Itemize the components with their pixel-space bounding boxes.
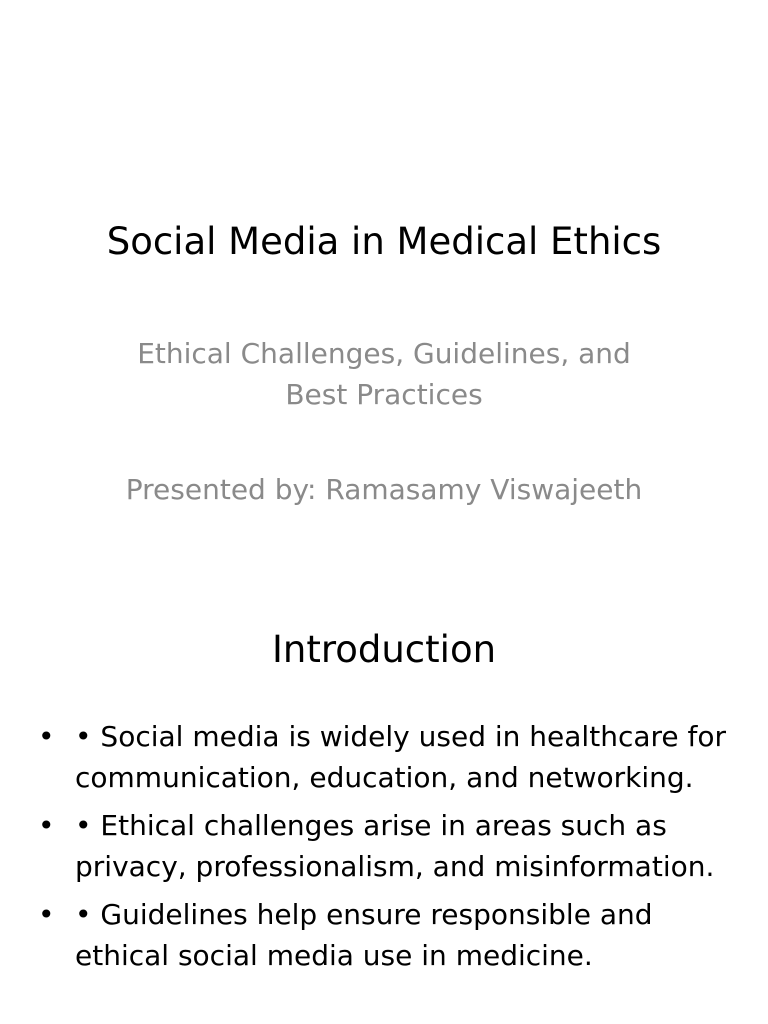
slide-heading: Introduction [271,628,497,671]
bullet-text [75,716,738,798]
bullet-list [38,716,738,983]
slide-introduction [0,512,768,1024]
bullet-line: • Ethical challenges arise in areas such as [75,809,667,842]
bullet-line: • Guidelines help ensure responsible and [75,898,653,931]
bullet-item [38,805,738,887]
bullet-line: ethical social media use in medicine. [75,939,593,972]
slide-subtitle [0,333,768,415]
bullet-marker: • [38,809,55,842]
bullet-text [75,894,738,976]
bullet-text [75,805,738,887]
bullet-marker: • [38,720,55,753]
bullet-marker: • [38,898,55,931]
subtitle-line: Ethical Challenges, Guidelines, and [137,337,631,370]
bullet-line: communication, education, and networking. [75,761,694,794]
slide-title-heading: Social Media in Medical Ethics [106,220,662,263]
bullet-line: privacy, professionalism, and misinformation. [75,850,715,883]
presenter-credit: Presented by: Ramasamy Viswajeeth [125,473,643,506]
bullet-item [38,716,738,798]
bullet-item [38,894,738,976]
subtitle-line: Best Practices [285,378,483,411]
bullet-line: • Social media is widely used in healthcare for [75,720,727,753]
